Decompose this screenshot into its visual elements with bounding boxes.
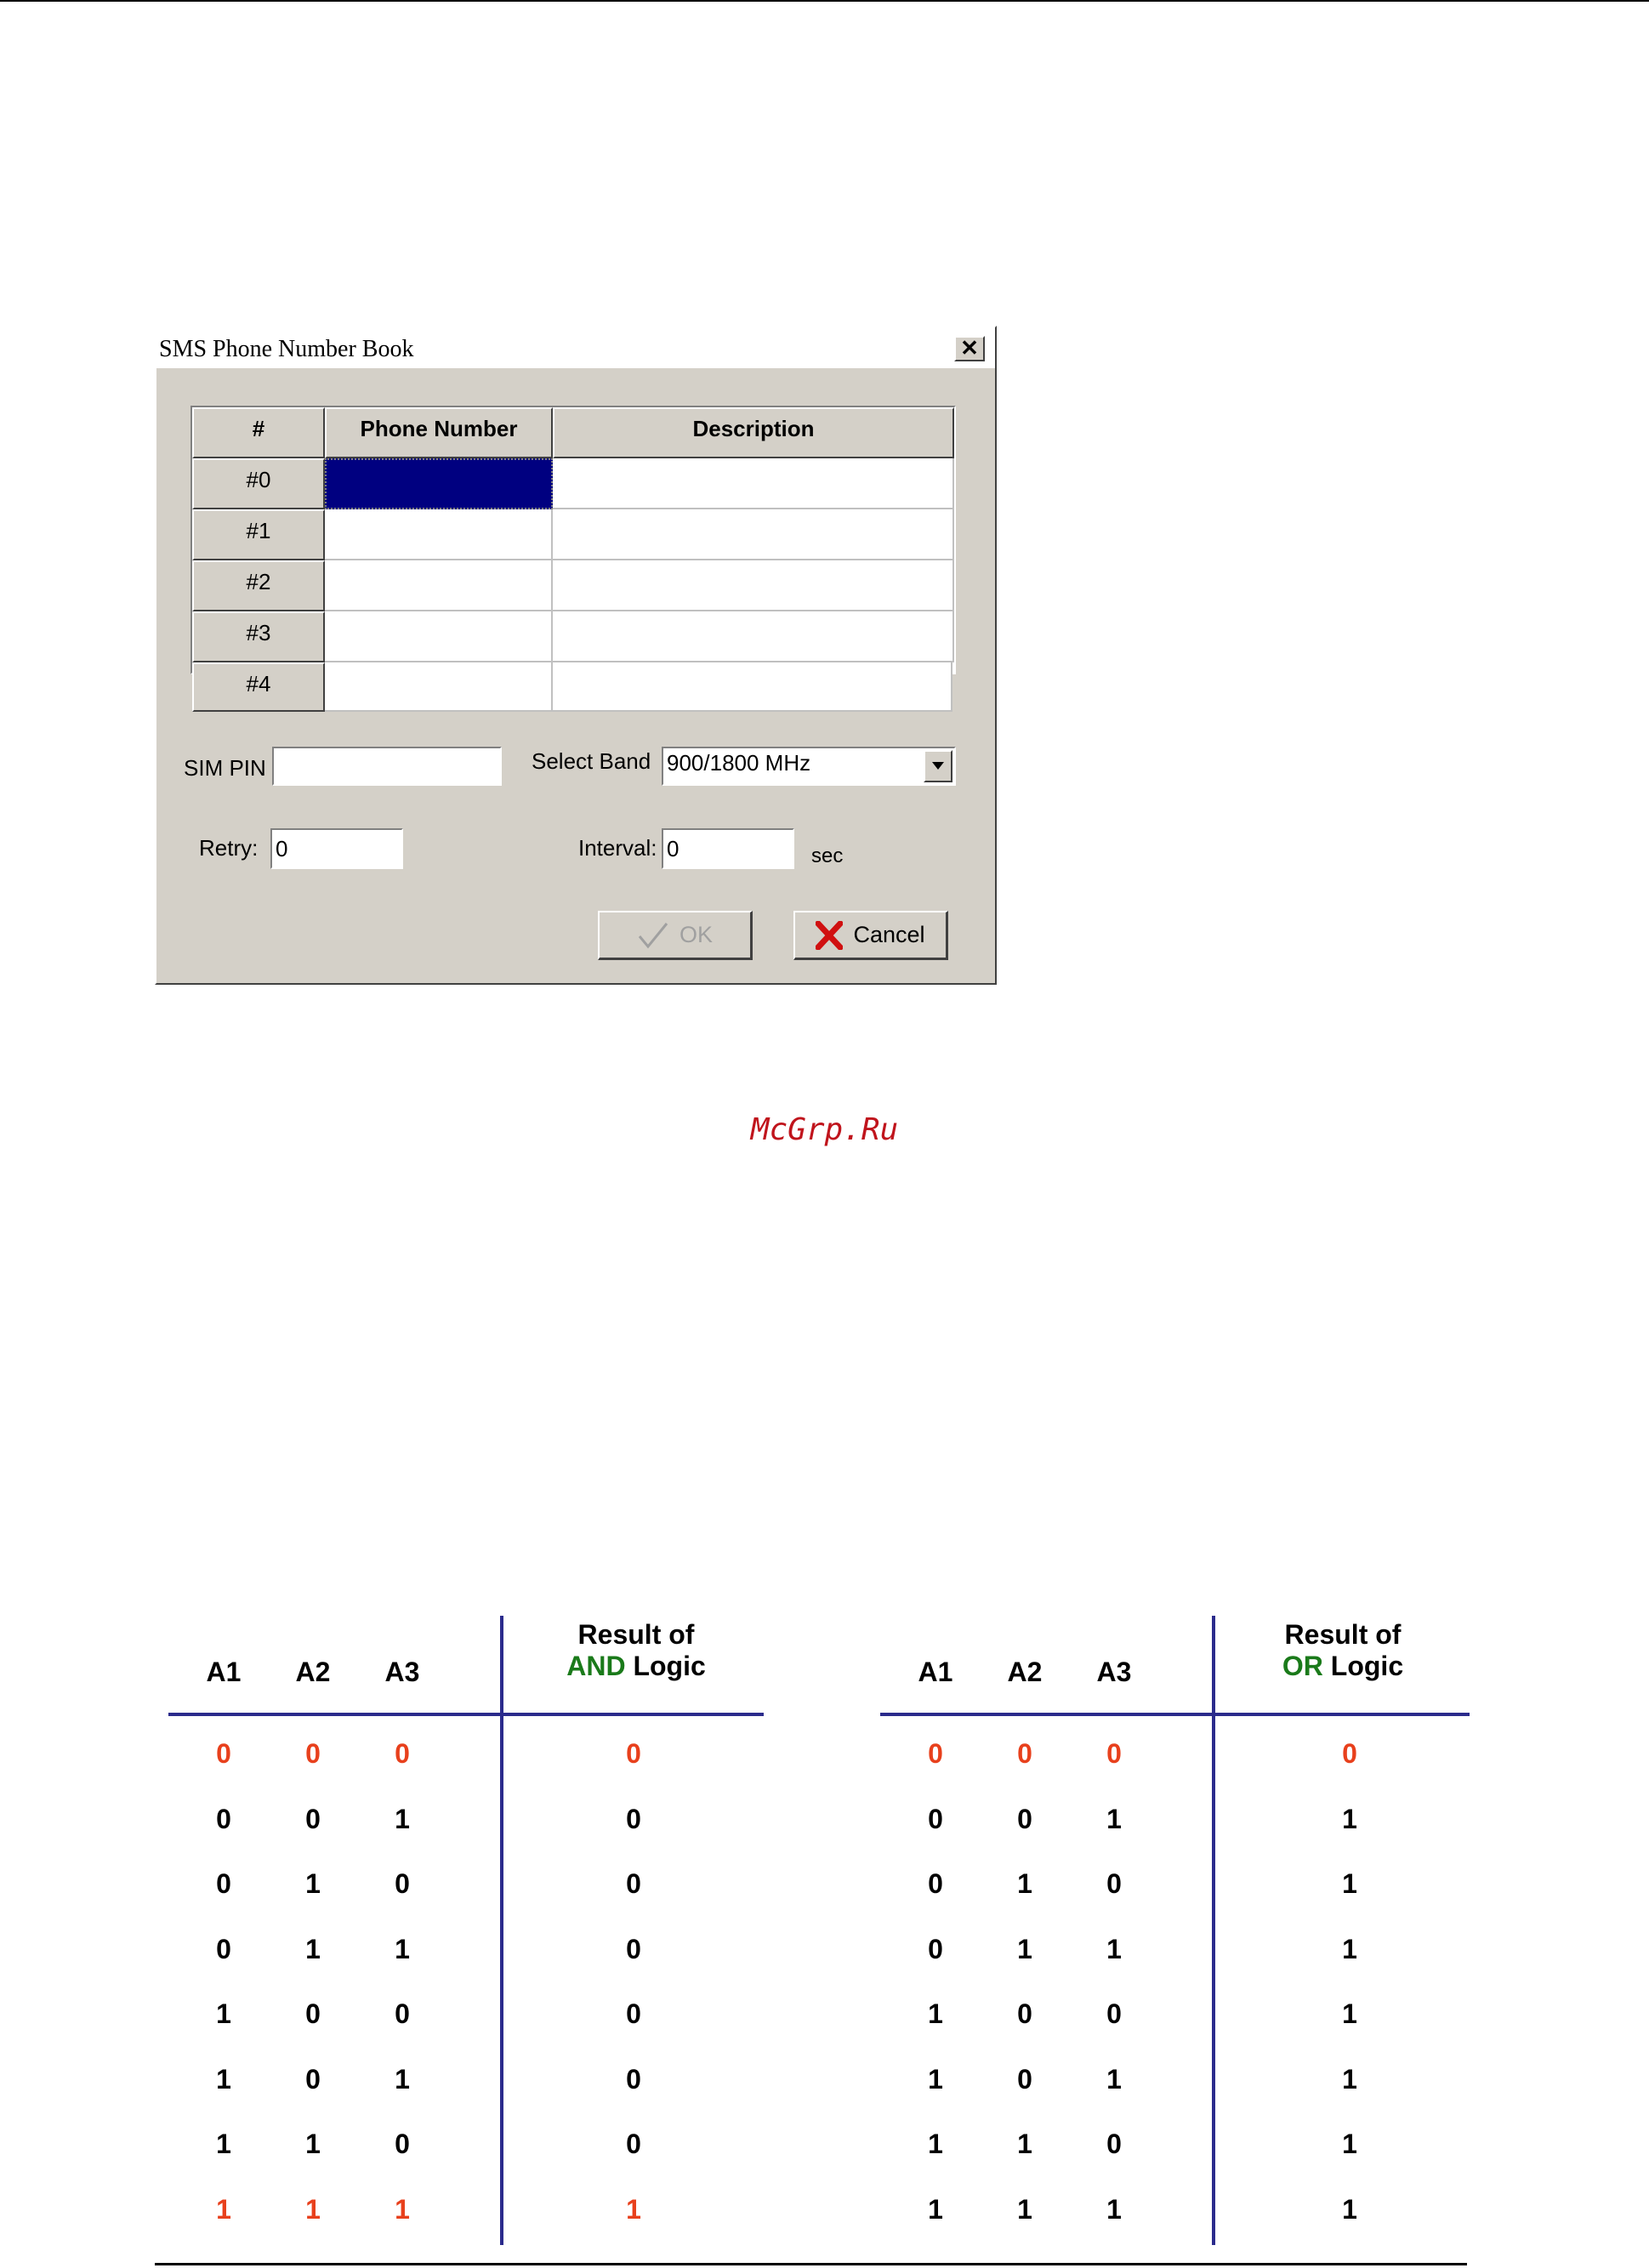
result-cell: 1 xyxy=(1342,1933,1357,1964)
phone-number-grid xyxy=(190,406,956,674)
result-cell: 0 xyxy=(1342,1738,1357,1769)
input-cell-a3: 0 xyxy=(1106,1868,1122,1899)
result-cell: 0 xyxy=(626,1803,641,1834)
input-cell-a3: 0 xyxy=(395,1868,410,1899)
input-cell-a3: 1 xyxy=(395,1933,410,1964)
input-cell-a1: 1 xyxy=(216,2063,231,2095)
red-x-icon xyxy=(816,921,843,950)
select-band-dropdown[interactable] xyxy=(662,747,956,786)
input-cell-a1: 0 xyxy=(928,1803,943,1834)
close-icon: ✕ xyxy=(960,335,979,361)
result-cell: 1 xyxy=(1342,2193,1357,2225)
input-cell-a1: 0 xyxy=(216,1803,231,1834)
input-cell-a1: 1 xyxy=(928,2063,943,2095)
result-header-line1: Result of xyxy=(1284,1619,1402,1650)
input-cell-a2: 1 xyxy=(1017,2129,1032,2159)
result-cell: 0 xyxy=(626,1868,641,1899)
dialog-titlebar[interactable] xyxy=(156,327,995,368)
checkmark-icon xyxy=(637,921,669,950)
header-divider xyxy=(880,1713,1470,1716)
column-header-index[interactable]: # xyxy=(192,407,325,458)
input-cell-a2: 0 xyxy=(1017,2063,1032,2095)
ok-label: OK xyxy=(679,922,713,947)
input-cell-a3: 1 xyxy=(395,2193,410,2225)
watermark: McGrp.Ru xyxy=(750,1112,899,1147)
result-cell: 0 xyxy=(626,1933,641,1964)
column-header-description[interactable]: Description xyxy=(553,407,954,458)
input-cell-a2: 1 xyxy=(305,1868,321,1899)
result-header xyxy=(509,1619,764,1682)
description-cell[interactable] xyxy=(553,611,954,662)
result-header-line2 xyxy=(509,1651,764,1682)
result-cell: 1 xyxy=(626,2193,641,2225)
interval-unit: sec xyxy=(811,844,844,867)
description-cell[interactable] xyxy=(553,662,952,712)
dropdown-arrow-button[interactable] xyxy=(924,750,952,782)
column-header-a2: A2 xyxy=(1007,1657,1043,1687)
interval-label: Interval: xyxy=(578,835,657,861)
row-header[interactable]: #2 xyxy=(192,560,325,611)
column-header-a3: A3 xyxy=(384,1657,420,1687)
result-cell: 0 xyxy=(626,2063,641,2095)
grid-row-4 xyxy=(192,662,954,712)
column-header-a3: A3 xyxy=(1096,1657,1132,1687)
interval-input[interactable] xyxy=(662,828,794,869)
cancel-label: Cancel xyxy=(853,922,925,947)
result-cell: 0 xyxy=(626,2129,641,2159)
or-truth-table xyxy=(880,1616,1470,2245)
cancel-button[interactable] xyxy=(793,911,948,960)
result-header-line1: Result of xyxy=(577,1619,695,1650)
result-cell: 0 xyxy=(626,1998,641,2029)
input-cell-a3: 1 xyxy=(1106,1933,1122,1964)
input-cell-a2: 1 xyxy=(1017,1933,1032,1964)
description-cell[interactable] xyxy=(553,458,954,509)
input-cell-a3: 0 xyxy=(1106,2129,1122,2159)
input-cell-a3: 0 xyxy=(395,1998,410,2029)
description-cell[interactable] xyxy=(553,509,954,560)
chevron-down-icon xyxy=(932,762,944,770)
input-cell-a2: 0 xyxy=(305,1803,321,1834)
input-cell-a3: 1 xyxy=(395,2063,410,2095)
input-cell-a1: 0 xyxy=(928,1933,943,1964)
column-header-a1: A1 xyxy=(918,1657,953,1687)
result-header-line2 xyxy=(1216,1651,1470,1682)
result-divider xyxy=(1212,1616,1215,2245)
input-cell-a2: 0 xyxy=(1017,1803,1032,1834)
select-band-value: 900/1800 MHz xyxy=(667,750,811,776)
logic-word-or: OR xyxy=(1282,1651,1323,1681)
logic-word-and: AND xyxy=(566,1651,626,1681)
retry-input[interactable] xyxy=(270,828,403,869)
result-cell: 1 xyxy=(1342,1868,1357,1899)
result-cell: 1 xyxy=(1342,2129,1357,2159)
sms-phone-number-book-dialog xyxy=(155,326,997,985)
phone-number-cell[interactable] xyxy=(325,509,553,560)
column-header-a1: A1 xyxy=(206,1657,242,1687)
input-cell-a1: 1 xyxy=(928,2129,943,2159)
input-cell-a3: 0 xyxy=(1106,1738,1122,1769)
input-cell-a3: 1 xyxy=(395,1803,410,1834)
result-cell: 1 xyxy=(1342,2063,1357,2095)
logic-suffix: Logic xyxy=(1330,1651,1404,1681)
input-cell-a3: 1 xyxy=(1106,2063,1122,2095)
column-header-phone-number[interactable]: Phone Number xyxy=(325,407,553,458)
result-divider xyxy=(500,1616,503,2245)
row-header[interactable]: #1 xyxy=(192,509,325,560)
sim-pin-input[interactable] xyxy=(272,747,502,786)
result-cell: 0 xyxy=(626,1738,641,1769)
input-cell-a1: 0 xyxy=(216,1868,231,1899)
select-band-label: Select Band xyxy=(532,748,651,774)
input-cell-a2: 1 xyxy=(1017,1868,1032,1899)
input-cell-a2: 0 xyxy=(305,1738,321,1769)
input-cell-a2: 1 xyxy=(305,2193,321,2225)
and-truth-table xyxy=(168,1616,764,2245)
dialog-title: SMS Phone Number Book xyxy=(159,336,414,362)
row-header[interactable]: #4 xyxy=(192,662,325,712)
input-cell-a2: 0 xyxy=(1017,1998,1032,2029)
phone-number-cell[interactable] xyxy=(325,560,553,611)
input-cell-a1: 1 xyxy=(216,2129,231,2159)
sim-pin-label: SIM PIN xyxy=(184,755,266,781)
row-header[interactable]: #0 xyxy=(192,458,325,509)
page-bottom-rule xyxy=(155,2263,1467,2265)
retry-label: Retry: xyxy=(199,835,259,861)
ok-button[interactable] xyxy=(598,911,753,960)
phone-number-cell[interactable] xyxy=(325,611,553,662)
column-header-a2: A2 xyxy=(295,1657,331,1687)
input-cell-a3: 0 xyxy=(395,2129,410,2159)
result-header xyxy=(1216,1619,1470,1682)
input-cell-a2: 0 xyxy=(1017,1738,1032,1769)
phone-number-cell[interactable] xyxy=(325,662,553,712)
input-cell-a1: 1 xyxy=(928,2193,943,2225)
input-cell-a3: 0 xyxy=(1106,1998,1122,2029)
phone-number-cell-selected[interactable] xyxy=(325,458,553,509)
input-cell-a1: 0 xyxy=(216,1933,231,1964)
header-divider xyxy=(168,1713,764,1716)
page-top-rule xyxy=(0,0,1649,2)
input-cell-a1: 1 xyxy=(216,1998,231,2029)
input-cell-a1: 0 xyxy=(216,1738,231,1769)
input-cell-a3: 1 xyxy=(1106,1803,1122,1834)
result-cell: 1 xyxy=(1342,1998,1357,2029)
input-cell-a1: 1 xyxy=(216,2193,231,2225)
input-cell-a2: 0 xyxy=(305,2063,321,2095)
input-cell-a3: 1 xyxy=(1106,2193,1122,2225)
logic-suffix: Logic xyxy=(633,1651,706,1681)
description-cell[interactable] xyxy=(553,560,954,611)
row-header[interactable]: #3 xyxy=(192,611,325,662)
input-cell-a3: 0 xyxy=(395,1738,410,1769)
input-cell-a2: 1 xyxy=(305,2129,321,2159)
input-cell-a1: 1 xyxy=(928,1998,943,2029)
input-cell-a1: 0 xyxy=(928,1868,943,1899)
result-cell: 1 xyxy=(1342,1803,1357,1834)
close-button[interactable] xyxy=(954,336,985,361)
input-cell-a2: 1 xyxy=(1017,2193,1032,2225)
input-cell-a2: 0 xyxy=(305,1998,321,2029)
input-cell-a2: 1 xyxy=(305,1933,321,1964)
input-cell-a1: 0 xyxy=(928,1738,943,1769)
